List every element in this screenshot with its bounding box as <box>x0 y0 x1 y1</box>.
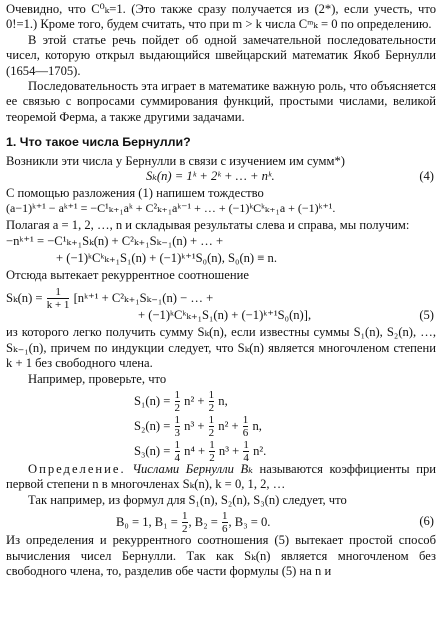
which-paragraph: из которого легко получить сумму Sₖ(n), если известны суммы S₁(n), S₂(n), …, Sₖ₋₁(n), причем по индукции следует, что Sₖ(n) является многочленом степени k + 1 без свободного члена. <box>6 325 436 371</box>
b0-value: B₀ = 1, <box>116 515 152 530</box>
intro-paragraph-1: Очевидно, что C⁰ₖ=1. (Это также сразу получается из (2*), если учесть, что 0!=1.) Кроме того, будем считать, что при m > k числа Cᵐₖ = 0 по определению. <box>6 2 436 32</box>
fraction-numerator: 1 <box>174 388 180 401</box>
equation-5-lhs: Sₖ(n) = <box>6 291 43 306</box>
definition-term: Определение. <box>28 461 126 476</box>
equation-5-line-2-body: + (−1)ᵏCᵏₖ₊₁S₁(n) + (−1)ᵏ⁺¹S₀(n)], <box>138 308 312 323</box>
equation-5-line-2 <box>6 308 436 325</box>
sum-equation-line-2 <box>6 251 436 268</box>
definition-rest: называются коэффициенты при первой степени n в многочленах Sₖ(n), k = 0, 1, 2, … <box>6 461 436 492</box>
fraction-denominator: 4 <box>243 451 249 464</box>
definition-paragraph <box>6 462 436 493</box>
term: n, <box>252 418 262 433</box>
fraction-numerator: 1 <box>209 438 215 451</box>
fraction <box>175 415 181 439</box>
fraction-denominator: 3 <box>174 426 180 439</box>
sum-equation-line-1-body: −nᵏ⁺¹ = −C¹ₖ₊₁Sₖ(n) + C²ₖ₊₁Sₖ₋₁(n) + … + <box>6 233 224 248</box>
fraction <box>243 415 249 439</box>
fraction-numerator: 1 <box>182 510 188 523</box>
fraction-numerator: 1 <box>208 413 215 426</box>
term: n, <box>218 393 228 408</box>
equation-5-number: (5) <box>419 308 434 323</box>
final-paragraph: Из определения и рекуррентного соотношения (5) вытекает простой способ вычисления чисел Бернулли. Так как Sₖ(n) является многочленом без свободного члена, то, разделив обе части формулы (5) на n и <box>6 533 436 578</box>
sum-equation-line-1 <box>6 234 436 251</box>
intro-paragraph-3: Последовательность эта играет в математике важную роль, что объясняется ее связью с вопросами суммирования функций, простыми числами, великой теоремой Ферма, а также другими задачами. <box>6 79 436 124</box>
term: n² + <box>184 393 205 408</box>
fraction <box>209 440 215 464</box>
fraction-denominator: k + 1 <box>46 299 70 312</box>
term: n⁴ + <box>184 443 206 458</box>
equation-4 <box>6 169 436 186</box>
example2-paragraph: Так например, из формул для S₁(n), S₂(n), S₃(n) следует, что <box>28 492 347 507</box>
term: n³ + <box>218 443 240 458</box>
fraction <box>222 511 228 535</box>
decomposition-paragraph: С помощью разложения (1) напишем тождество <box>6 186 264 201</box>
sums-paragraph: Возникли эти числа у Бернулли в связи с изучением им сумм*) <box>6 153 345 168</box>
s1-formula-body <box>134 390 228 414</box>
fraction-numerator: 1 <box>208 388 215 401</box>
b1-label: B₁ = <box>154 515 178 530</box>
fraction-denominator: 6 <box>222 523 228 536</box>
example-paragraph: Например, проверьте, что <box>28 371 167 386</box>
s2-formula <box>6 412 436 437</box>
identity-equation <box>6 201 436 218</box>
fraction-denominator: 2 <box>208 401 215 414</box>
fraction <box>182 511 188 535</box>
sum-equation-line-2-body: + (−1)ᵏCᵏₖ₊₁S₁(n) + (−1)ᵏ⁺¹S₀(n), S₀(n) ≡ n. <box>56 250 277 265</box>
s1-formula <box>6 387 436 412</box>
term: n² + <box>218 418 239 433</box>
s3-lhs: S₃(n) = <box>134 443 171 458</box>
fraction-denominator: 2 <box>182 523 188 536</box>
equation-5-line-1-rest: [nᵏ⁺¹ + C²ₖ₊₁Sₖ₋₁(n) − … + <box>73 291 214 306</box>
equation-6-number: (6) <box>419 514 434 529</box>
intro-paragraph-2: В этой статье речь пойдет об одной замечательной последовательности чисел, которую открыл выдающийся швейцарский математик Якоб Бернулли (1654—1705). <box>6 32 436 78</box>
fraction-numerator: 1 <box>174 438 180 451</box>
s3-formula-body <box>134 440 266 464</box>
s3-formula <box>6 437 436 462</box>
fraction-numerator: 1 <box>222 510 228 523</box>
s1-lhs: S₁(n) = <box>134 393 171 408</box>
equation-4-number: (4) <box>419 169 434 184</box>
fraction <box>175 390 181 414</box>
fraction-numerator: 1 <box>242 413 249 426</box>
fraction-denominator: 2 <box>174 401 180 414</box>
fraction-denominator: 6 <box>242 426 249 439</box>
s2-lhs: S₂(n) = <box>134 418 171 433</box>
fraction-numerator: 1 <box>174 413 180 426</box>
term: n³ + <box>184 418 205 433</box>
setting-paragraph: Полагая a = 1, 2, …, n и складывая результаты слева и справа, мы получим: <box>6 218 410 233</box>
equation-5-line-1 <box>6 283 436 312</box>
term: n². <box>253 443 267 458</box>
fraction-numerator: 1 <box>55 286 61 299</box>
fraction <box>243 440 249 464</box>
section-heading: 1. Что такое числа Бернулли? <box>6 135 191 150</box>
identity-equation-body: (a−1)ᵏ⁺¹ − aᵏ⁺¹ = −C¹ₖ₊₁aᵏ + C²ₖ₊₁aᵏ⁻¹ + … + (−1)ᵏCᵏₖ₊₁a + (−1)ᵏ⁺¹. <box>6 201 336 216</box>
b3-value: , B₃ = 0. <box>228 515 271 530</box>
fraction-numerator: 1 <box>243 438 249 451</box>
s2-formula-body <box>134 415 262 439</box>
recurrence-paragraph: Отсюда вытекает рекуррентное соотношение <box>6 267 249 282</box>
fraction-denominator: 2 <box>209 451 215 464</box>
equation-6-body <box>116 511 270 535</box>
fraction-denominator: 4 <box>174 451 180 464</box>
fraction-denominator: 2 <box>208 426 215 439</box>
fraction <box>209 415 215 439</box>
fraction <box>209 390 215 414</box>
equation-4-body: Sₖ(n) = 1ᵏ + 2ᵏ + … + nᵏ. <box>146 169 275 184</box>
definition-italic: Числами Бернулли Bₖ <box>132 461 253 476</box>
fraction <box>175 440 181 464</box>
equation-6 <box>6 508 436 536</box>
b2-label: , B₂ = <box>188 515 218 530</box>
